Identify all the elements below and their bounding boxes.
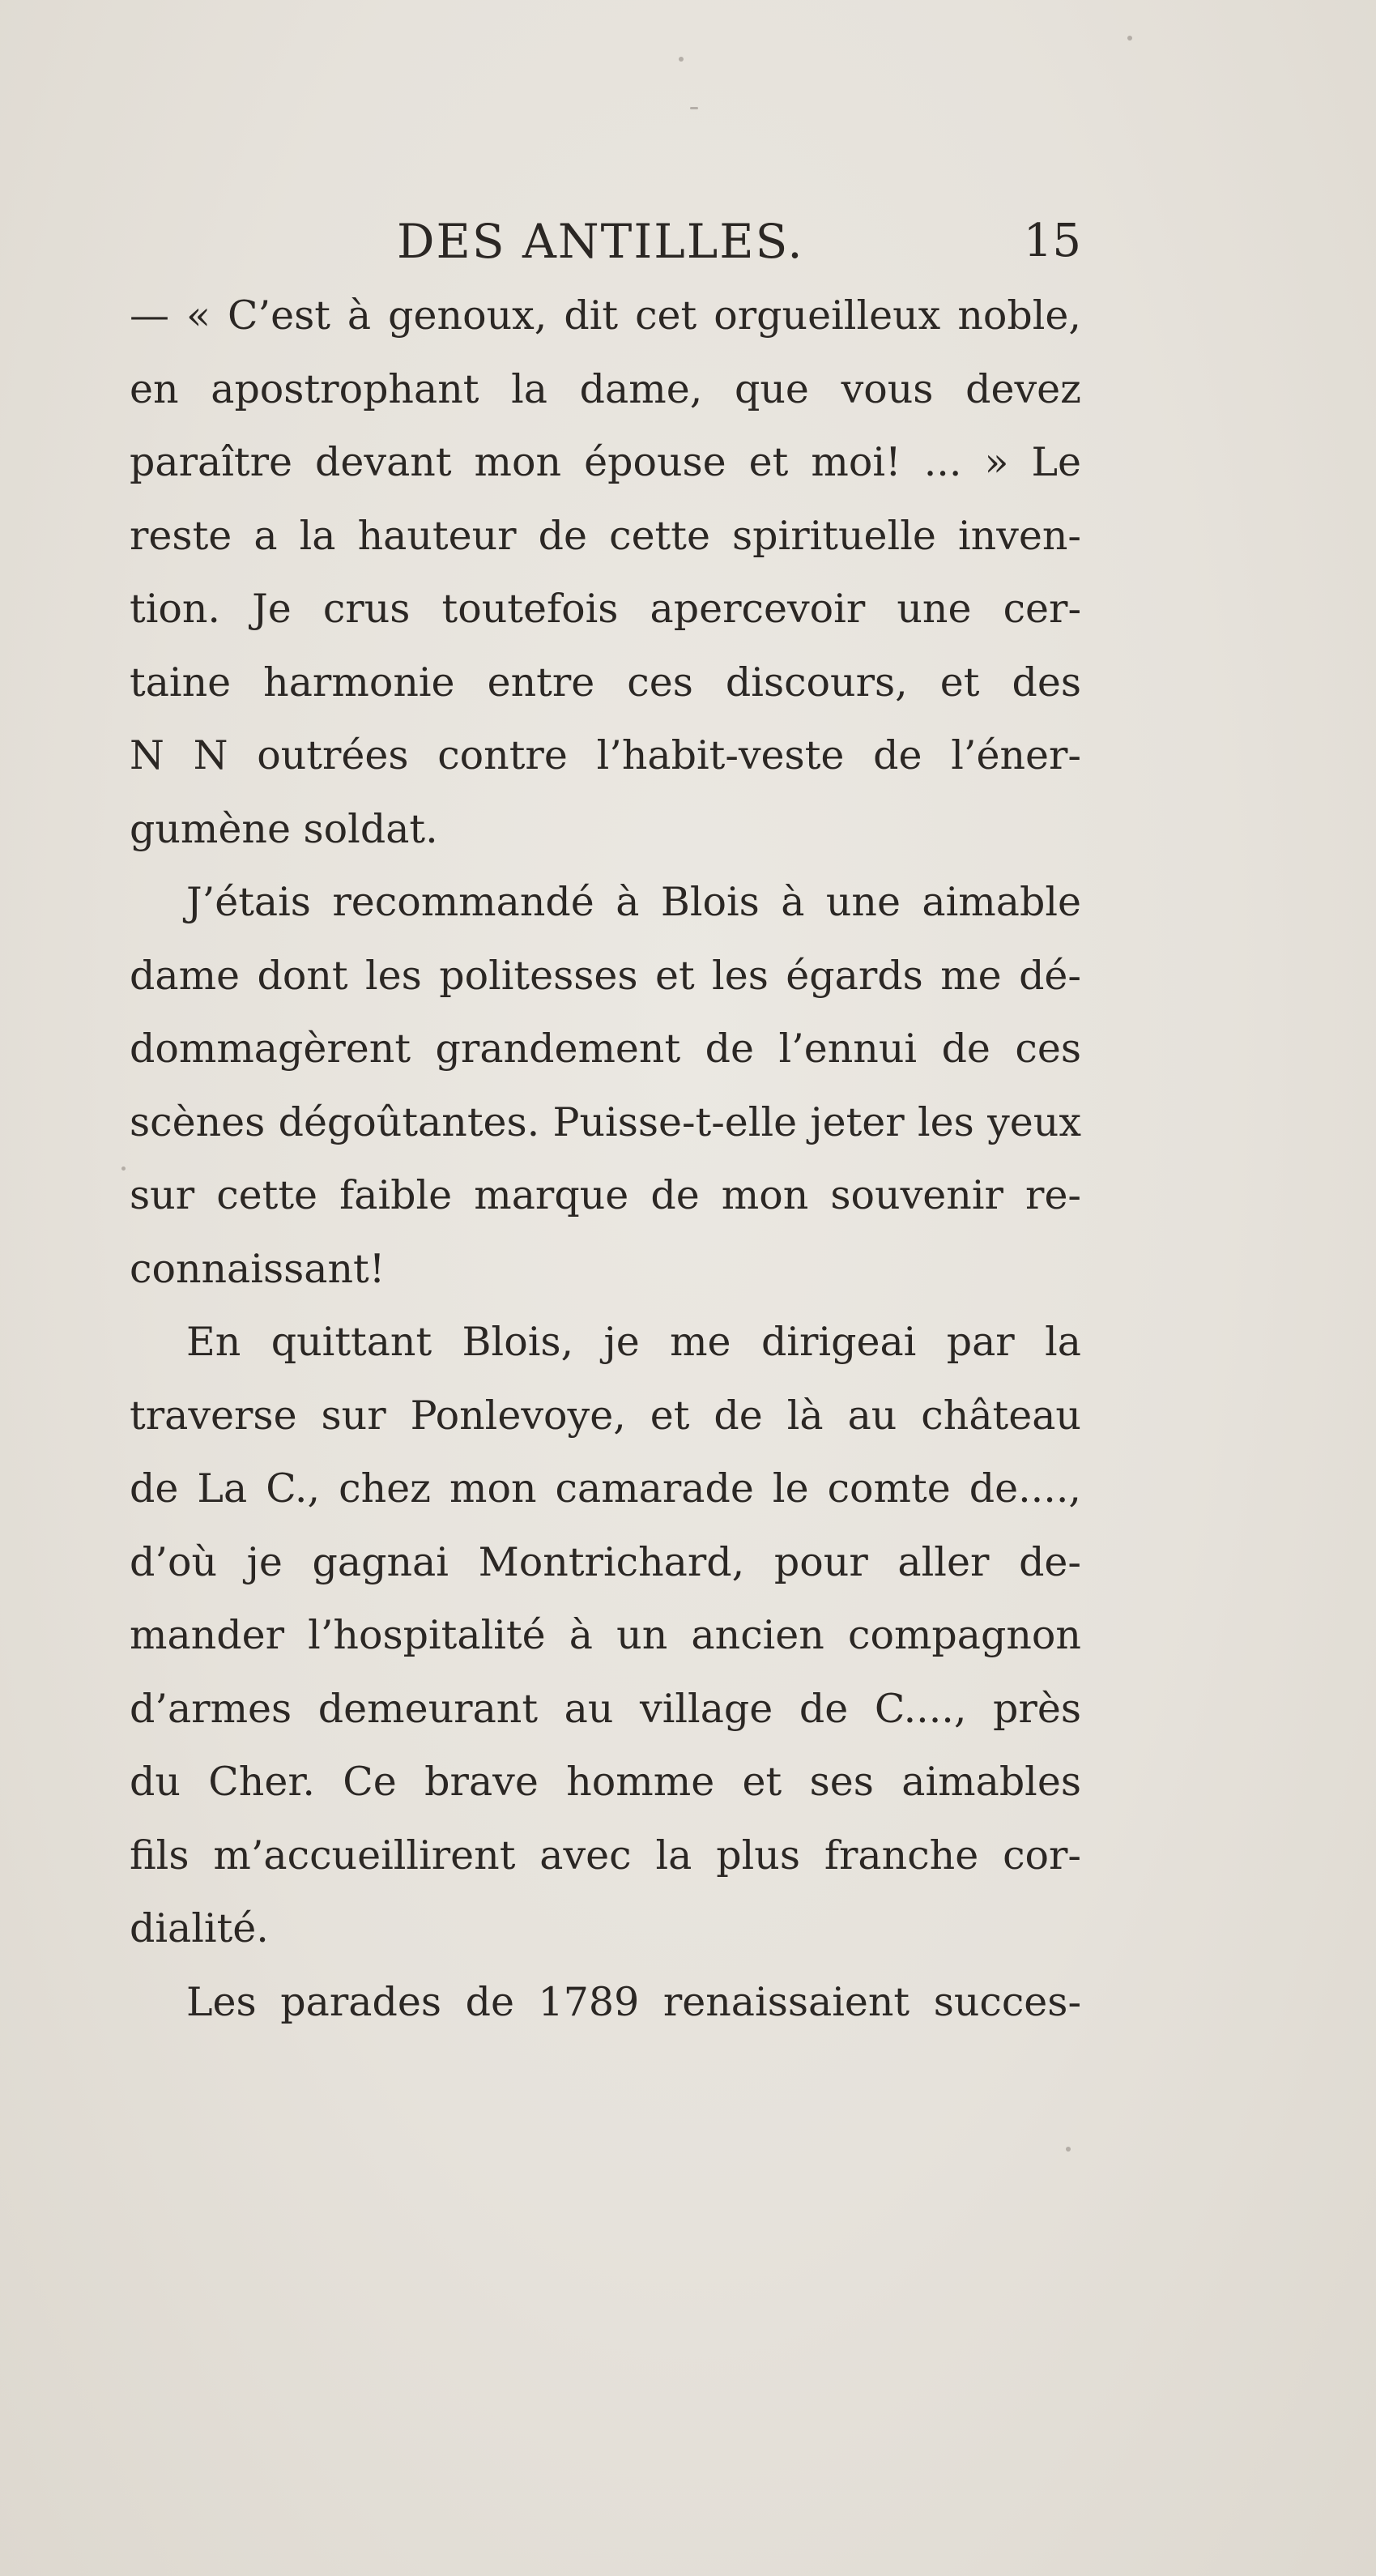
paper-speck [679, 57, 684, 62]
text-line: tion. Je crus toutefois apercevoir une cer- [130, 586, 1081, 632]
paper-speck [1066, 2147, 1071, 2152]
page-number: 15 [1023, 215, 1081, 267]
text-line: paraître devant mon épouse et moi! ... » Le [130, 439, 1081, 485]
text-line: En quittant Blois, je me dirigeai par la [186, 1319, 1081, 1365]
body-text [130, 279, 1081, 2039]
text-line: taine harmonie entre ces discours, et des [130, 659, 1081, 706]
text-line: dialité. [130, 1905, 269, 1951]
running-title: DES ANTILLES. [397, 214, 804, 269]
text-line: connaissant! [130, 1245, 386, 1292]
text-line: dommagèrent grandement de l’ennui de ces [130, 1026, 1081, 1072]
text-line: de La C., chez mon camarade le comte de...., [130, 1465, 1081, 1512]
paper-speck [1127, 36, 1132, 41]
text-line: sur cette faible marque de mon souvenir re- [130, 1172, 1081, 1218]
text-line: reste a la hauteur de cette spirituelle inven- [130, 512, 1081, 559]
text-line: — « C’est à genoux, dit cet orgueilleux noble, [130, 292, 1081, 339]
running-head [130, 209, 1081, 274]
text-line: en apostrophant la dame, que vous devez [130, 365, 1081, 412]
text-line: du Cher. Ce brave homme et ses aimables [130, 1759, 1081, 1805]
text-line: d’où je gagnai Montrichard, pour aller de- [130, 1538, 1081, 1585]
text-line: gumène soldat. [130, 805, 438, 852]
text-line: mander l’hospitalité à un ancien compagnon [130, 1612, 1081, 1658]
text-line: Les parades de 1789 renaissaient succes- [186, 1978, 1081, 2025]
text-line: traverse sur Ponlevoye, et de là au château [130, 1392, 1081, 1439]
text-line: scènes dégoûtantes. Puisse-t-elle jeter les yeux [130, 1098, 1081, 1145]
text-line: dame dont les politesses et les égards me dé- [130, 952, 1081, 999]
text-line: d’armes demeurant au village de C...., près [130, 1685, 1081, 1732]
paper-speck [121, 1166, 126, 1171]
text-line: N N outrées contre l’habit-veste de l’éner- [130, 732, 1081, 778]
text-line: J’étais recommandé à Blois à une aimable [186, 879, 1081, 925]
text-line: fils m’accueillirent avec la plus franche cor- [130, 1832, 1081, 1879]
paper-speck [690, 107, 698, 109]
